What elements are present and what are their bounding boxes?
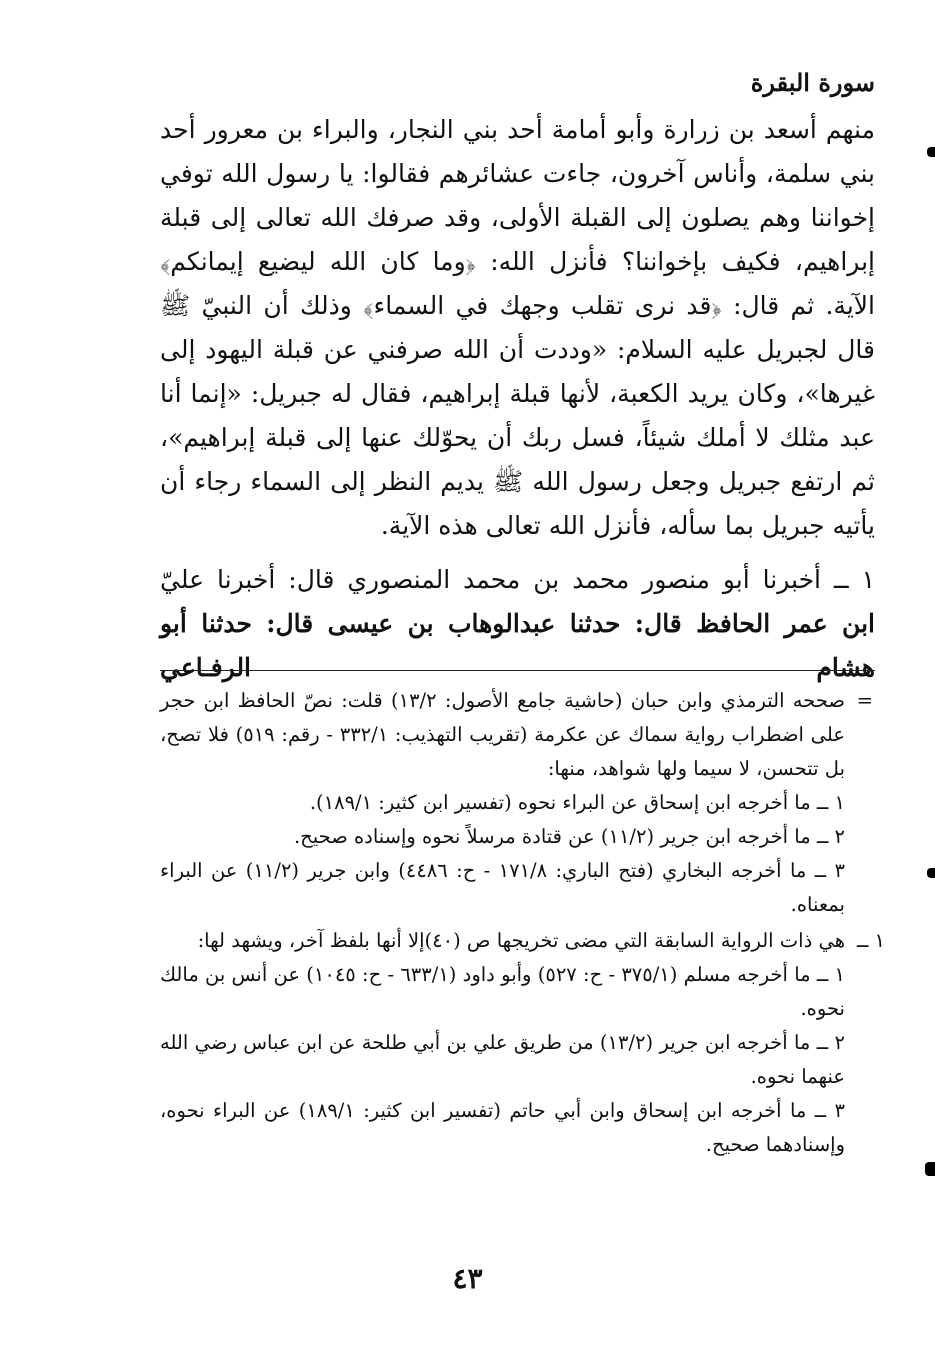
- footnote-marker: ١ ــ: [856, 929, 885, 952]
- footnote-item: ١ ــ ما أخرجه مسلم (٣٧٥/١ - ح: ٥٢٧) وأبو داود (٦٣٣/١ - ح: ١٠٤٥) عن أنس بن مالك نحوه.: [160, 963, 846, 1020]
- main-paragraph: منهم أسعد بن زرارة وأبو أمامة أحد بني النجار، والبراء بن معرور أحد بني سلمة، وأناس آخرون، جاءت عشائرهم فقالوا: يا رسول الله توفي إخواننا وهم يصلون إلى القبلة الأولى، وقد صرفك الله تعالى إلى قبلة إبراهيم، فكيف بإخواننا؟ فأنزل الله: ﴿وما كان الله ليضيع إيمانكم﴾ الآية. ثم قال: ﴿قد نرى تقلب وجهك في السماء﴾ وذلك أن النبيّ ﷺ قال لجبريل عليه السلام: «وددت أن الله صرفني عن قبلة اليهود إلى غيرها»، وكان يريد الكعبة، لأنها قبلة إبراهيم، فقال له جبريل: «إنما أنا عبد مثلك لا أملك شيئاً، فسل ربك أن يحوّلك عنها إلى قبلة إبراهيم»، ثم ارتفع جبريل وجعل رسول الله ﷺ يديم النظر إلى السماء رجاء أن يأتيه جبريل بما سأله، فأنزل الله تعالى هذه الآية.: [160, 115, 875, 540]
- footnote-divider: [160, 670, 875, 671]
- margin-mark: [927, 147, 935, 157]
- isnad-line-2: ابن عمر الحافظ قال: حدثنا عبدالوهاب بن عيسى قال: حدثنا أبو هشام الرفـاعي: [160, 609, 875, 682]
- footnote-item: ٣ ــ ما أخرجه ابن إسحاق وابن أبي حاتم (تفسير ابن كثير: ١٨٩/١) عن البراء نحوه، وإسنادهما صحيح.: [160, 1099, 845, 1156]
- isnad-line-1: ١ ــ أخبرنا أبو منصور محمد بن محمد المنصوري قال: أخبرنا عليّ: [160, 565, 875, 594]
- page-number: ٤٣: [452, 1262, 483, 1295]
- footnote-item: ١ ــ ما أخرجه ابن إسحاق عن البراء نحوه (تفسير ابن كثير: ١٨٩/١).: [309, 791, 845, 814]
- main-text: [160, 108, 875, 690]
- footnote-continued: [160, 684, 873, 922]
- footnote-intro: هي ذات الرواية السابقة التي مضى تخريجها ص (٤٠)إلا أنها بلفظ آخر، ويشهد لها:: [197, 929, 845, 952]
- footnote-item: ٢ ــ ما أخرجه ابن جرير (١٣/٢) من طريق علي بن أبي طلحة عن ابن عباس رضي الله عنهما نحوه.: [160, 1031, 845, 1088]
- running-header: سورة البقرة: [750, 68, 875, 97]
- footnote-item: ٣ ــ ما أخرجه البخاري (فتح الباري: ١٧١/٨ - ح: ٤٤٨٦) وابن جرير (١١/٢) عن البراء بمعناه.: [160, 859, 846, 916]
- footnotes: [160, 684, 885, 1164]
- footnote-item: ٢ ــ ما أخرجه ابن جرير (١١/٢) عن قتادة مرسلاً نحوه وإسناده صحيح.: [293, 825, 845, 848]
- margin-mark: [927, 868, 935, 878]
- margin-mark: [925, 1162, 935, 1176]
- footnote-1: [160, 924, 885, 1162]
- continuation-marker: =: [856, 689, 873, 712]
- footnote-intro: صححه الترمذي وابن حبان (حاشية جامع الأصول: ١٣/٢) قلت: نصّ الحافظ ابن حجر على اضطراب رواية سماك عن عكرمة (تقريب التهذيب: ٣٣٢/١ - رقم: ٥١٩) فلا تصح، بل تتحسن، لا سيما ولها شواهد، منها:: [160, 689, 845, 780]
